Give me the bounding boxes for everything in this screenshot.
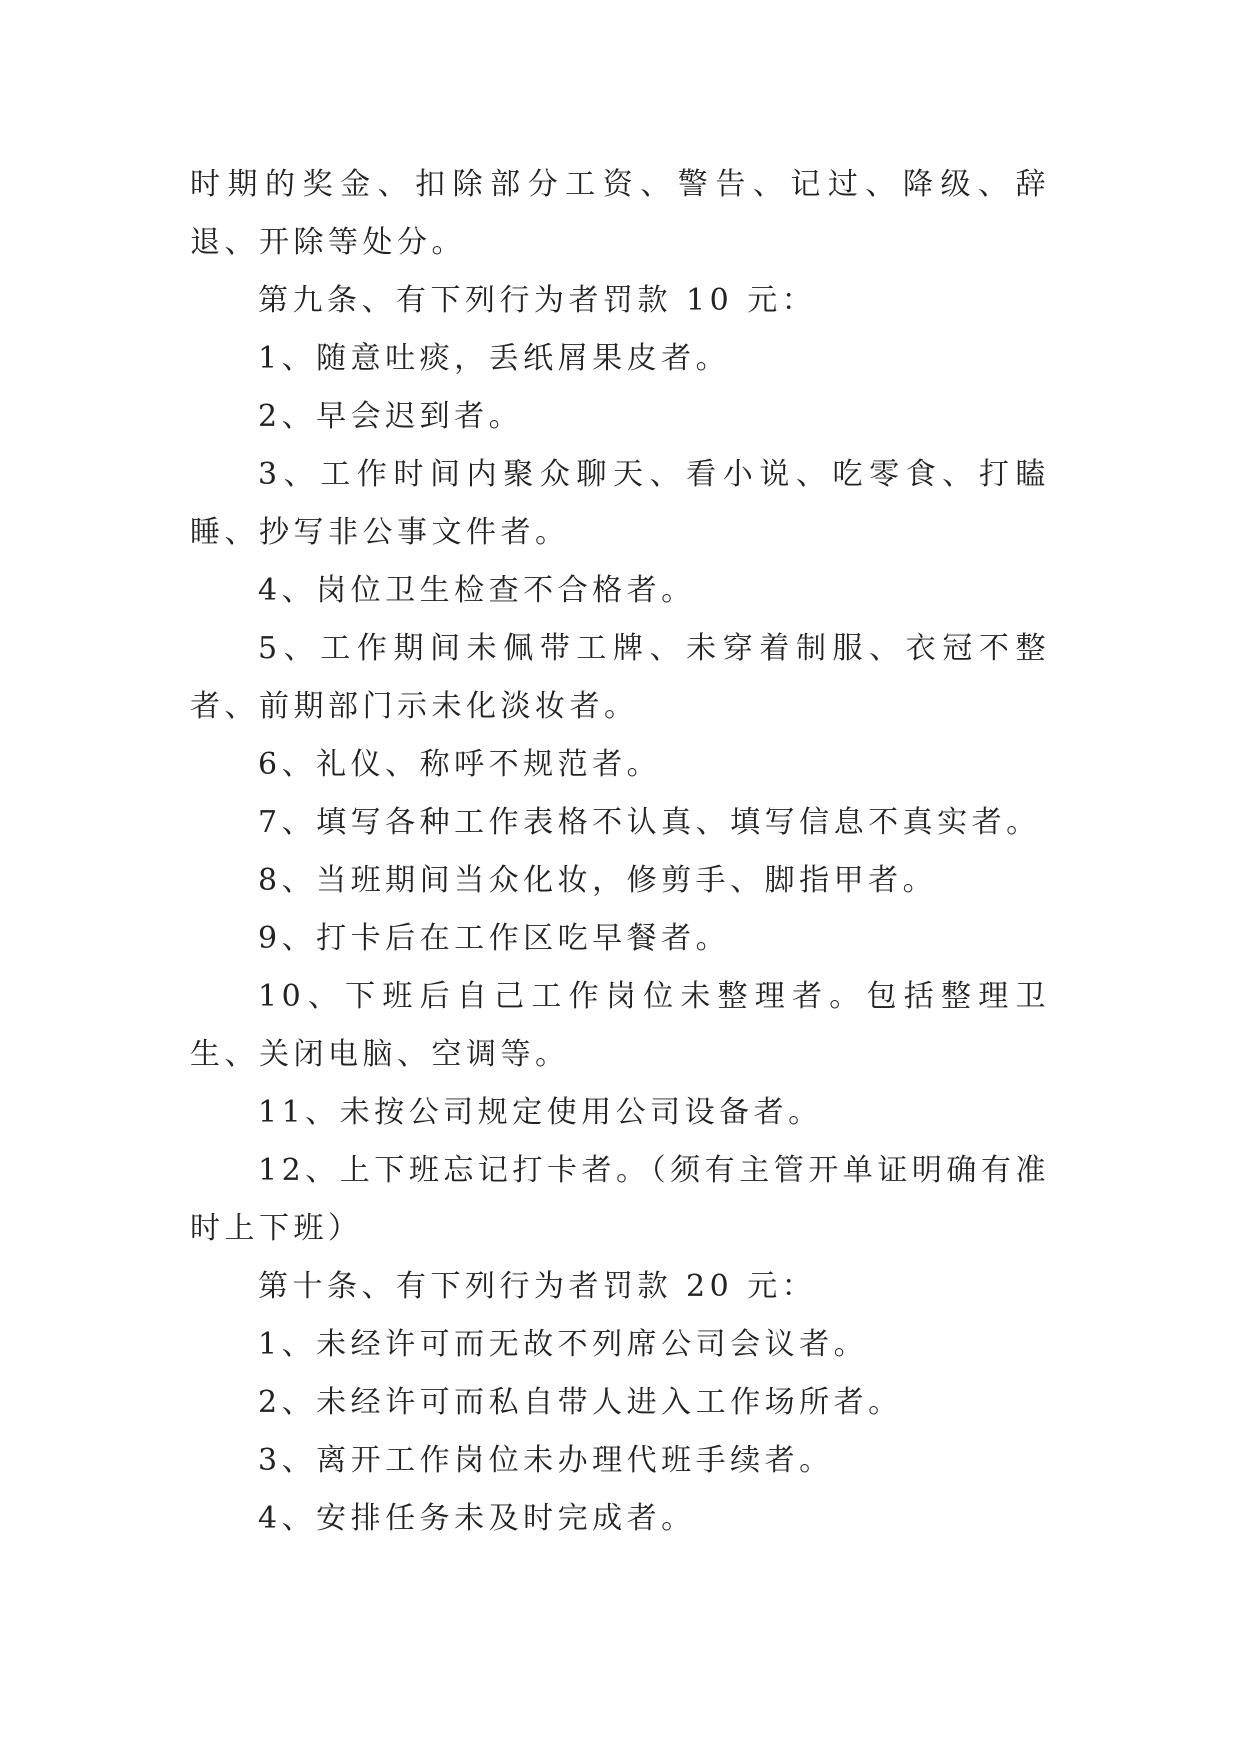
article-9-heading: 第九条、有下列行为者罚款 10 元： — [258, 283, 817, 318]
article-9-item-9: 9、打卡后在工作区吃早餐者。 — [258, 921, 731, 956]
article-9-item-6: 6、礼仪、称呼不规范者。 — [258, 747, 662, 782]
article-10-item-2: 2、未经许可而私自带人进入工作场所者。 — [258, 1385, 903, 1420]
article-9-item-7: 7、填写各种工作表格不认真、填写信息不真实者。 — [258, 805, 1041, 840]
article-9-item-5: 5、工作期间未佩带工牌、未穿着制服、衣冠不整者、前期部门示未化淡妆者。 — [190, 631, 1050, 724]
article-10-item-4: 4、安排任务未及时完成者。 — [258, 1501, 696, 1536]
article-10-heading: 第十条、有下列行为者罚款 20 元： — [258, 1269, 817, 1304]
document-body — [190, 156, 1050, 1548]
article-9-item-3: 3、工作时间内聚众聊天、看小说、吃零食、打瞌睡、抄写非公事文件者。 — [190, 457, 1050, 550]
article-10-item-1: 1、未经许可而无故不列席公司会议者。 — [258, 1327, 869, 1362]
article-10-item-3: 3、离开工作岗位未办理代班手续者。 — [258, 1443, 834, 1478]
article-9-item-2: 2、早会迟到者。 — [258, 399, 524, 434]
article-9-item-11: 11、未按公司规定使用公司设备者。 — [258, 1095, 823, 1130]
article-9-item-4: 4、岗位卫生检查不合格者。 — [258, 573, 696, 608]
article-9-item-10: 10、下班后自己工作岗位未整理者。包括整理卫生、关闭电脑、空调等。 — [190, 979, 1050, 1072]
paragraph-continuation: 时期的奖金、扣除部分工资、警告、记过、降级、辞退、开除等处分。 — [190, 167, 1050, 260]
article-9-item-12: 12、上下班忘记打卡者。（须有主管开单证明确有准时上下班） — [190, 1153, 1050, 1246]
article-9-item-8: 8、当班期间当众化妆，修剪手、脚指甲者。 — [258, 863, 938, 898]
article-9-item-1: 1、随意吐痰，丢纸屑果皮者。 — [258, 341, 731, 376]
